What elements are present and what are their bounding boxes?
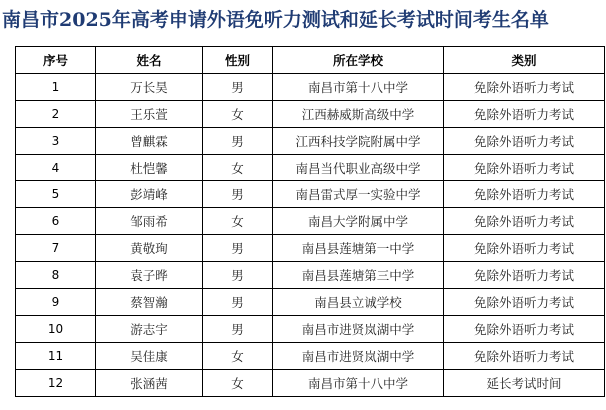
row-gender: 男 (203, 127, 273, 154)
row-school: 南昌县莲塘第三中学 (273, 262, 444, 289)
row-category: 免除外语听力考试 (444, 127, 605, 154)
table-row (16, 262, 605, 289)
row-index: 2 (16, 100, 96, 127)
row-name: 游志宇 (96, 315, 203, 342)
row-school: 南昌市进贤岚湖中学 (273, 315, 444, 342)
header-school: 所在学校 (273, 47, 444, 74)
header-index: 序号 (16, 47, 96, 74)
row-index: 11 (16, 342, 96, 369)
table-row (16, 100, 605, 127)
row-category: 免除外语听力考试 (444, 235, 605, 262)
row-index: 9 (16, 289, 96, 316)
row-gender: 男 (203, 289, 273, 316)
table-row (16, 127, 605, 154)
row-index: 10 (16, 315, 96, 342)
row-gender: 女 (203, 342, 273, 369)
table-row (16, 208, 605, 235)
header-gender: 性别 (203, 47, 273, 74)
row-gender: 男 (203, 235, 273, 262)
header-category: 类别 (444, 47, 605, 74)
row-school: 南昌市第十八中学 (273, 73, 444, 100)
row-name: 曾麒霖 (96, 127, 203, 154)
row-school: 南昌雷式厚一实验中学 (273, 181, 444, 208)
table-row (16, 315, 605, 342)
row-gender: 男 (203, 315, 273, 342)
row-school: 南昌大学附属中学 (273, 208, 444, 235)
table-header-row (16, 47, 605, 74)
table-row (16, 289, 605, 316)
row-index: 8 (16, 262, 96, 289)
row-category: 免除外语听力考试 (444, 181, 605, 208)
header-name: 姓名 (96, 47, 203, 74)
row-name: 杜恺馨 (96, 154, 203, 181)
row-category: 免除外语听力考试 (444, 342, 605, 369)
row-category: 免除外语听力考试 (444, 100, 605, 127)
row-category: 免除外语听力考试 (444, 289, 605, 316)
row-category: 免除外语听力考试 (444, 154, 605, 181)
row-index: 6 (16, 208, 96, 235)
row-name: 袁子晔 (96, 262, 203, 289)
row-index: 4 (16, 154, 96, 181)
row-index: 1 (16, 73, 96, 100)
row-school: 南昌县立诚学校 (273, 289, 444, 316)
table-row (16, 154, 605, 181)
row-category: 延长考试时间 (444, 369, 605, 396)
row-gender: 女 (203, 208, 273, 235)
row-gender: 男 (203, 262, 273, 289)
row-category: 免除外语听力考试 (444, 262, 605, 289)
row-name: 蔡智瀚 (96, 289, 203, 316)
row-gender: 女 (203, 369, 273, 396)
row-category: 免除外语听力考试 (444, 315, 605, 342)
row-index: 3 (16, 127, 96, 154)
candidate-table (15, 46, 605, 397)
page-title: 南昌市2025年高考申请外语免听力测试和延长考试时间考生名单 (2, 9, 549, 31)
row-index: 12 (16, 369, 96, 396)
table-row (16, 235, 605, 262)
row-name: 吴佳康 (96, 342, 203, 369)
row-index: 7 (16, 235, 96, 262)
row-school: 南昌县莲塘第一中学 (273, 235, 444, 262)
table-row (16, 181, 605, 208)
row-gender: 男 (203, 181, 273, 208)
row-category: 免除外语听力考试 (444, 208, 605, 235)
table-row (16, 369, 605, 396)
row-name: 邹雨希 (96, 208, 203, 235)
row-category: 免除外语听力考试 (444, 73, 605, 100)
row-gender: 女 (203, 154, 273, 181)
row-name: 万长昊 (96, 73, 203, 100)
table-row (16, 342, 605, 369)
row-index: 5 (16, 181, 96, 208)
table-row (16, 73, 605, 100)
row-gender: 男 (203, 73, 273, 100)
row-name: 张涵茜 (96, 369, 203, 396)
row-school: 南昌当代职业高级中学 (273, 154, 444, 181)
row-school: 江西赫威斯高级中学 (273, 100, 444, 127)
row-name: 王乐萱 (96, 100, 203, 127)
row-gender: 女 (203, 100, 273, 127)
row-school: 南昌市进贤岚湖中学 (273, 342, 444, 369)
row-school: 南昌市第十八中学 (273, 369, 444, 396)
row-name: 彭靖峰 (96, 181, 203, 208)
row-name: 黄敬珣 (96, 235, 203, 262)
row-school: 江西科技学院附属中学 (273, 127, 444, 154)
